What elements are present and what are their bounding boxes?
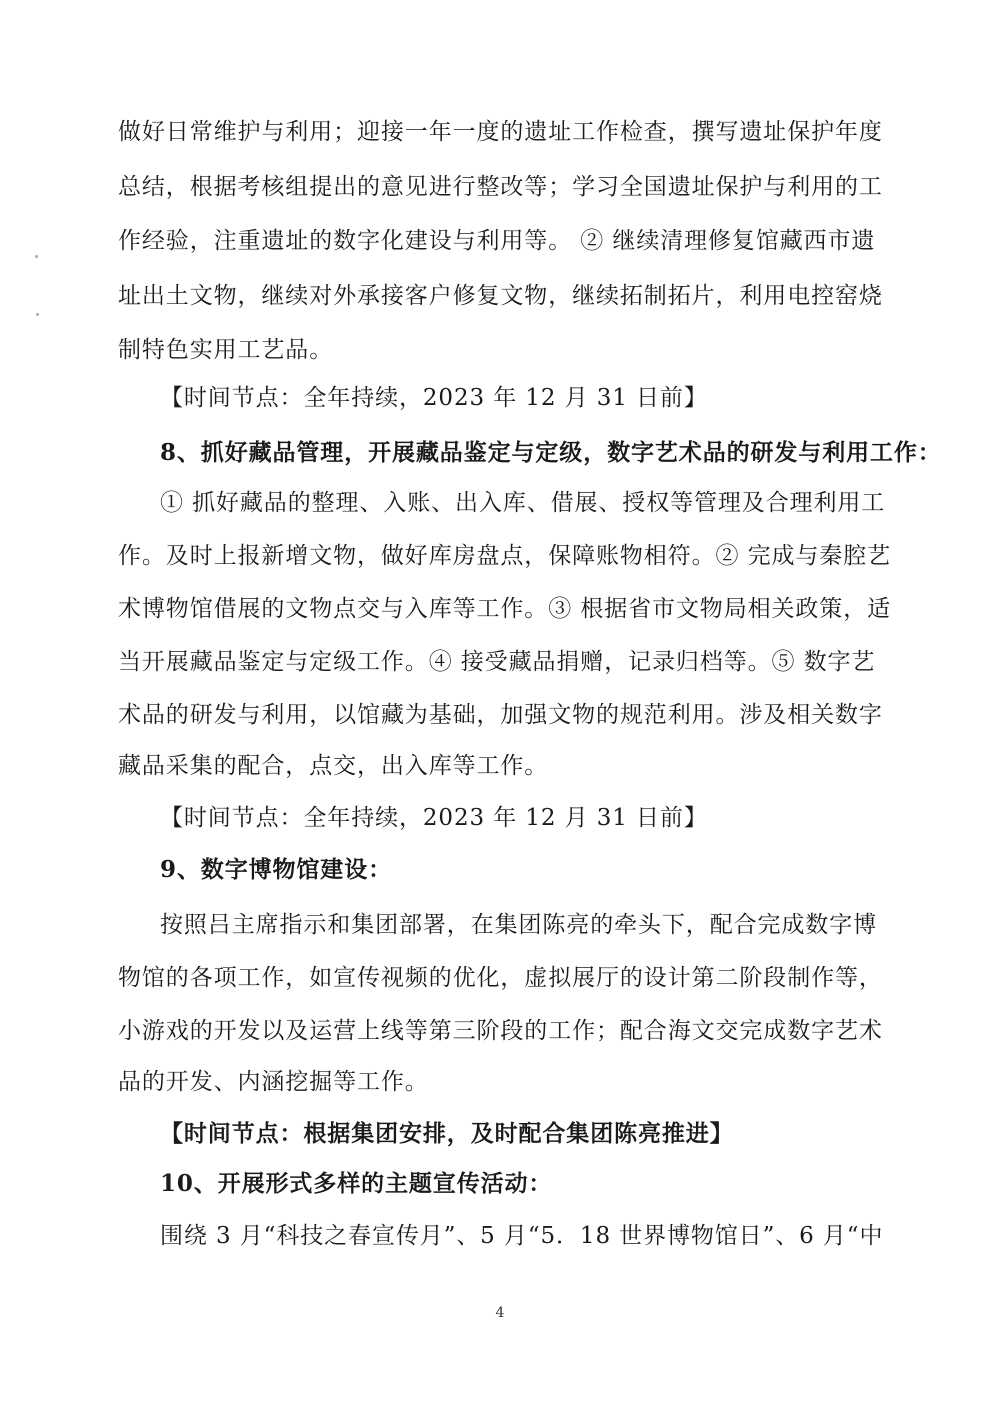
time-node-note: 【时间节点：全年持续，2023 年 12 月 31 日前】 <box>160 385 708 411</box>
section-heading-9: 9、数字博物馆建设： <box>160 856 393 883</box>
body-line: 作。及时上报新增文物，做好库房盘点，保障账物相符。② 完成与秦腔艺 <box>118 543 892 569</box>
body-line: 围绕 3 月“科技之春宣传月”、5 月“5．18 世界博物馆日”、6 月“中 <box>160 1223 884 1249</box>
body-line: ① 抓好藏品的整理、入账、出入库、借展、授权等管理及合理利用工 <box>160 490 886 516</box>
body-line: 按照吕主席指示和集团部署，在集团陈亮的牵头下，配合完成数字博 <box>160 912 877 938</box>
body-line: 藏品采集的配合，点交，出入库等工作。 <box>118 753 549 779</box>
body-line: 术品的研发与利用，以馆藏为基础，加强文物的规范利用。涉及相关数字 <box>118 702 883 728</box>
body-line: 作经验，注重遗址的数字化建设与利用等。 ② 继续清理修复馆藏西市遗 <box>118 228 876 254</box>
body-line: 址出土文物，继续对外承接客户修复文物，继续拓制拓片，利用电控窑烧 <box>118 283 883 309</box>
body-line: 总结，根据考核组提出的意见进行整改等；学习全国遗址保护与利用的工 <box>118 174 883 200</box>
body-line: 当开展藏品鉴定与定级工作。④ 接受藏品捐赠，记录归档等。⑤ 数字艺 <box>118 649 876 675</box>
section-heading-10: 10、开展形式多样的主题宣传活动： <box>160 1170 553 1197</box>
body-line: 做好日常维护与利用；迎接一年一度的遗址工作检查，撰写遗址保护年度 <box>118 119 883 145</box>
time-node-note: 【时间节点：根据集团安排，及时配合集团陈亮推进】 <box>160 1120 734 1147</box>
body-line: 制特色实用工艺品。 <box>118 337 334 363</box>
body-line: 小游戏的开发以及运营上线等第三阶段的工作；配合海文交完成数字艺术 <box>118 1018 883 1044</box>
scan-speck <box>36 313 39 316</box>
page-number: 4 <box>495 1305 505 1321</box>
time-node-note: 【时间节点：全年持续，2023 年 12 月 31 日前】 <box>160 805 708 831</box>
section-heading-8: 8、抓好藏品管理，开展藏品鉴定与定级，数字艺术品的研发与利用工作： <box>160 439 942 466</box>
scan-speck <box>35 255 38 258</box>
body-line: 术博物馆借展的文物点交与入库等工作。③ 根据省市文物局相关政策，适 <box>118 596 892 622</box>
body-line: 品的开发、内涵挖掘等工作。 <box>118 1069 429 1095</box>
body-line: 物馆的各项工作，如宣传视频的优化，虚拟展厅的设计第二阶段制作等， <box>118 965 883 991</box>
